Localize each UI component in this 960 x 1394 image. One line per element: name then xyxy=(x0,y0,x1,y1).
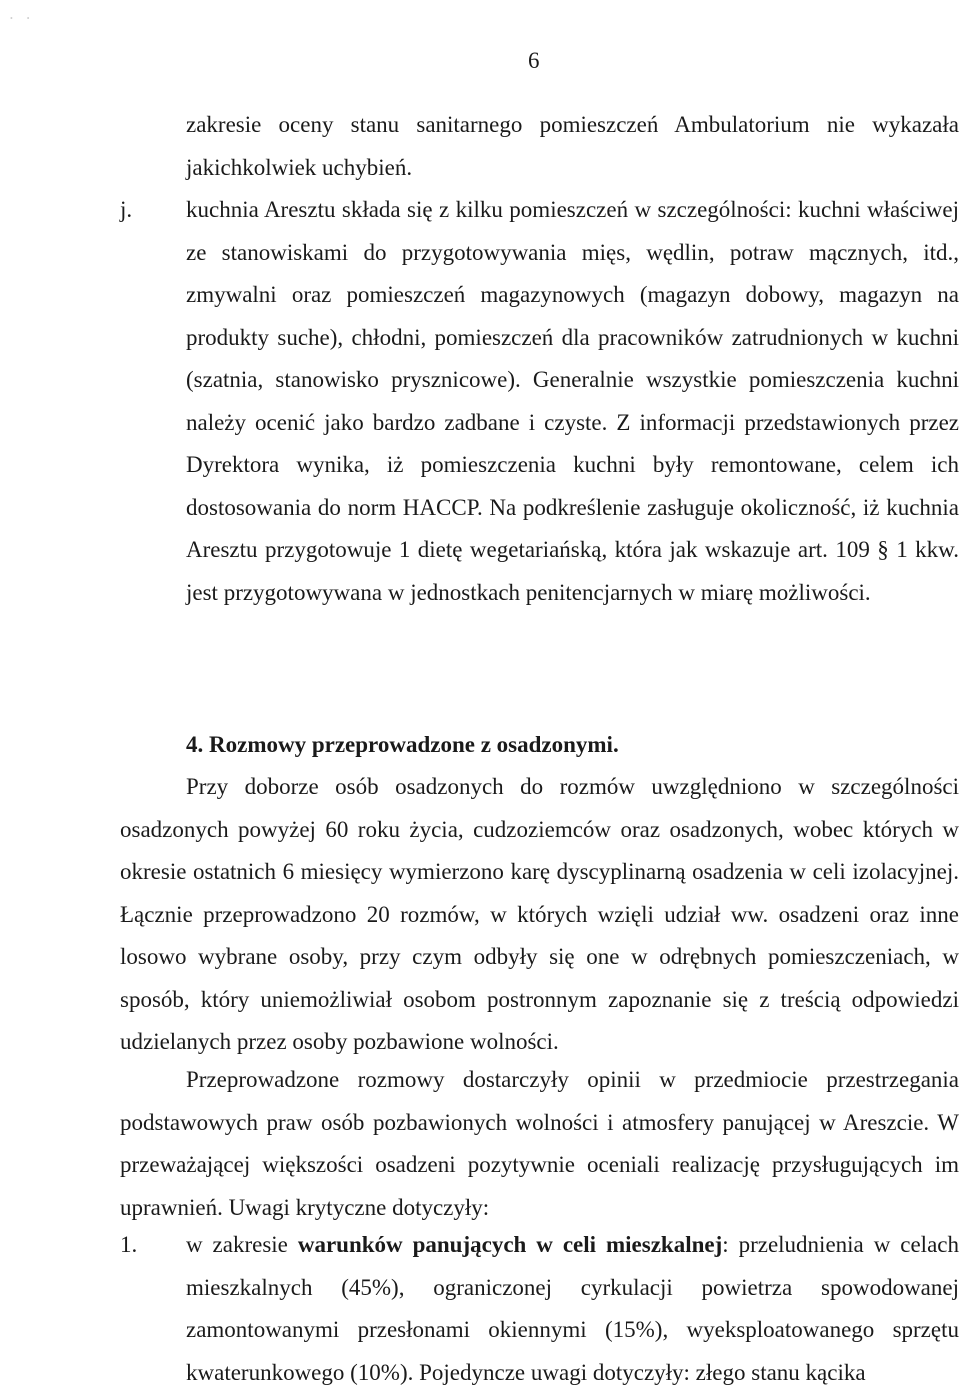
page-number: 6 xyxy=(528,48,540,73)
list-item-j xyxy=(120,189,959,614)
section-4-paragraph-2: Przeprowadzone rozmowy dostarczyły opinii w przedmiocie przestrzegania podstawowych praw osób pozbawionych wolności i atmosfery panującej w Areszcie. W przeważającej większości osadzeni pozytywnie oceniali realizację przysługujących im uprawnień. Uwagi krytyczne dotyczyły: xyxy=(120,1067,959,1220)
list-marker-j: j. xyxy=(120,197,133,222)
list-marker-1: 1. xyxy=(120,1232,138,1257)
section-heading-4: 4. Rozmowy przeprowadzone z osadzonymi. xyxy=(186,732,619,757)
paragraph-continuation: zakresie oceny stanu sanitarnego pomieszczeń Ambulatorium nie wykazała jakichkolwiek uchybień. xyxy=(186,112,959,180)
scan-artifact: • • xyxy=(10,14,36,23)
list-item-1-rest: : przeludnienia w celach mieszkalnych (45%), ograniczonej cyrkulacji powietrza spowodowanej zamontowanymi przesłonami okiennymi (15%), wyeksploatowanego sprzętu kwaterunkowego (10%). Pojedyncze uwagi dotyczyły: złego stanu kącika xyxy=(186,1232,959,1385)
list-item-1-text xyxy=(186,1224,959,1394)
list-item-1 xyxy=(120,1224,959,1394)
list-item-1-lead: w zakresie xyxy=(186,1232,298,1257)
list-item-j-text: kuchnia Aresztu składa się z kilku pomieszczeń w szczególności: kuchni właściwej ze stanowiskami do przygotowywania mięs, wędlin, potraw mącznych, itd., zmywalni oraz pomieszczeń magazynowych (magazyn dobowy, magazyn na produkty suche), chłodni, pomieszczeń dla pracowników zatrudnionych w kuchni (szatnia, stanowisko prysznicowe). Generalnie wszystkie pomieszczenia kuchni należy ocenić jako bardzo zadbane i czyste. Z informacji przedstawionych przez Dyrektora wynika, iż pomieszczenia kuchni były remontowane, celem ich dostosowania do norm HACCP. Na podkreślenie zasługuje okoliczność, iż kuchnia Aresztu przygotowuje 1 dietę wegetariańską, która jak wskazuje art. 109 § 1 kkw. jest przygotowywana w jednostkach penitencjarnych w miarę możliwości. xyxy=(186,197,959,605)
section-4-paragraph-1: Przy doborze osób osadzonych do rozmów uwzględniono w szczególności osadzonych powyżej 60 roku życia, cudzoziemców oraz osadzonych, wobec których w okresie ostatnich 6 miesięcy wymierzono karę dyscyplinarną osadzenia w celi izolacyjnej. Łącznie przeprowadzono 20 rozmów, w których wzięli udział ww. osadzeni oraz inne losowo wybrane osoby, przy czym odbyły się one w odrębnych pomieszczeniach, w sposób, który uniemożliwiał osobom postronnym zapoznanie się z treścią odpowiedzi udzielanych przez osoby pozbawione wolności. xyxy=(120,774,959,1054)
list-item-1-bold-phrase: warunków panujących w celi mieszkalnej xyxy=(297,1232,723,1257)
